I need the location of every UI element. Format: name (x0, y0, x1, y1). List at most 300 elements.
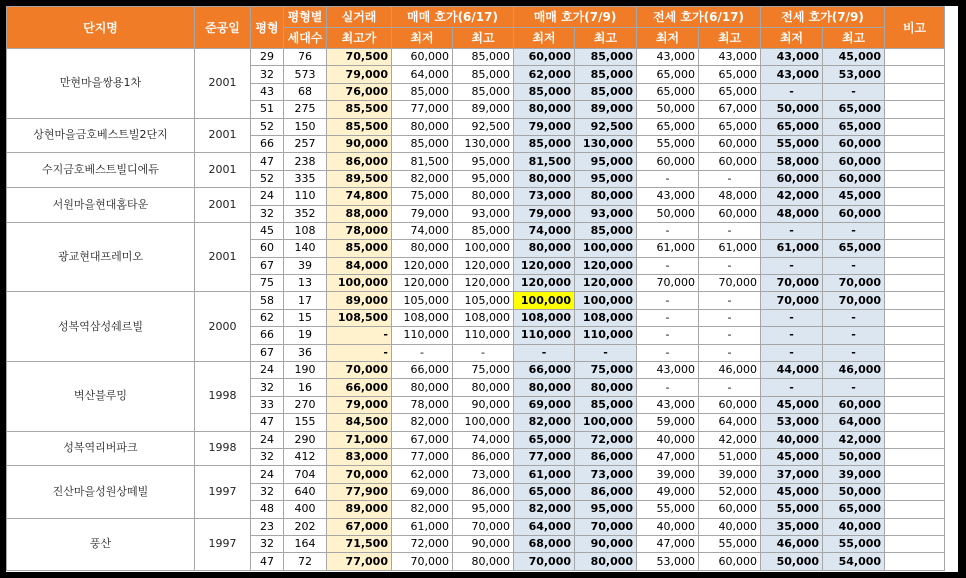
households-cell[interactable]: 190 (284, 362, 327, 379)
jeonse0617-min-cell[interactable]: 43,000 (637, 49, 699, 66)
note-cell[interactable] (885, 205, 945, 222)
complex-name-cell[interactable]: 수지금호베스트빌디에듀 (7, 153, 195, 188)
sale0709-max-cell[interactable]: 95,000 (575, 501, 637, 518)
pyeong-cell[interactable]: 29 (251, 49, 284, 66)
jeonse0617-min-cell[interactable]: 43,000 (637, 362, 699, 379)
sale0617-min-cell[interactable]: 82,000 (392, 414, 453, 431)
jeonse0709-max-cell[interactable]: - (823, 379, 885, 396)
real-max-cell[interactable]: 67,000 (327, 518, 392, 535)
pyeong-cell[interactable]: 24 (251, 188, 284, 205)
jeonse0617-max-cell[interactable]: - (699, 344, 761, 361)
jeonse0617-max-cell[interactable]: 52,000 (699, 483, 761, 500)
real-max-cell[interactable]: 108,500 (327, 309, 392, 326)
sale0617-max-cell[interactable]: 93,000 (453, 205, 514, 222)
sale0617-min-cell[interactable]: 120,000 (392, 275, 453, 292)
jeonse0617-min-cell[interactable]: 60,000 (637, 153, 699, 170)
sale0709-min-cell[interactable]: 108,000 (514, 309, 575, 326)
households-cell[interactable]: 76 (284, 49, 327, 66)
jeonse0709-min-cell[interactable]: 43,000 (761, 66, 823, 83)
note-cell[interactable] (885, 101, 945, 118)
jeonse0617-min-cell[interactable]: 70,000 (637, 275, 699, 292)
jeonse0617-min-cell[interactable]: - (637, 309, 699, 326)
real-max-cell[interactable]: 100,000 (327, 275, 392, 292)
sale0709-min-cell[interactable]: 70,000 (514, 553, 575, 570)
sale0709-max-cell[interactable]: 93,000 (575, 205, 637, 222)
sale0709-max-cell[interactable]: 95,000 (575, 170, 637, 187)
households-cell[interactable]: 68 (284, 83, 327, 100)
households-cell[interactable]: 16 (284, 379, 327, 396)
sale0617-max-cell[interactable]: 90,000 (453, 535, 514, 552)
sale0617-max-cell[interactable]: 86,000 (453, 448, 514, 465)
households-cell[interactable]: 15 (284, 309, 327, 326)
households-cell[interactable]: 140 (284, 240, 327, 257)
sale0617-max-cell[interactable]: 92,500 (453, 118, 514, 135)
jeonse0617-max-cell[interactable]: 60,000 (699, 205, 761, 222)
jeonse0709-max-cell[interactable]: 40,000 (823, 518, 885, 535)
jeonse0617-max-cell[interactable]: 67,000 (699, 101, 761, 118)
jeonse0617-min-cell[interactable]: 49,000 (637, 483, 699, 500)
complex-name-cell[interactable]: 만현마을쌍용1차 (7, 49, 195, 119)
sale0617-max-cell[interactable]: - (453, 344, 514, 361)
jeonse0709-max-cell[interactable]: 65,000 (823, 101, 885, 118)
pyeong-cell[interactable]: 32 (251, 379, 284, 396)
complex-name-cell[interactable]: 성복역리버파크 (7, 431, 195, 466)
completion-year-cell[interactable]: 1998 (195, 362, 251, 432)
jeonse0709-min-cell[interactable]: 45,000 (761, 448, 823, 465)
pyeong-cell[interactable]: 47 (251, 153, 284, 170)
jeonse0709-min-cell[interactable]: 48,000 (761, 205, 823, 222)
pyeong-cell[interactable]: 32 (251, 66, 284, 83)
jeonse0617-max-cell[interactable]: 60,000 (699, 396, 761, 413)
jeonse0617-min-cell[interactable]: 59,000 (637, 414, 699, 431)
note-cell[interactable] (885, 83, 945, 100)
pyeong-cell[interactable]: 52 (251, 170, 284, 187)
pyeong-cell[interactable]: 52 (251, 118, 284, 135)
sale0709-max-cell[interactable]: 92,500 (575, 118, 637, 135)
pyeong-cell[interactable]: 58 (251, 292, 284, 309)
sale0709-min-cell[interactable]: 79,000 (514, 118, 575, 135)
note-cell[interactable] (885, 344, 945, 361)
jeonse0617-max-cell[interactable]: 64,000 (699, 414, 761, 431)
sale0617-min-cell[interactable]: 85,000 (392, 83, 453, 100)
real-max-cell[interactable]: 90,000 (327, 135, 392, 152)
jeonse0709-max-cell[interactable]: 65,000 (823, 118, 885, 135)
jeonse0617-max-cell[interactable]: 65,000 (699, 118, 761, 135)
sale0709-min-cell[interactable]: 65,000 (514, 483, 575, 500)
real-max-cell[interactable]: 66,000 (327, 379, 392, 396)
pyeong-cell[interactable]: 45 (251, 222, 284, 239)
households-cell[interactable]: 36 (284, 344, 327, 361)
sale0617-max-cell[interactable]: 70,000 (453, 518, 514, 535)
households-cell[interactable]: 238 (284, 153, 327, 170)
sale0709-max-cell[interactable]: 100,000 (575, 240, 637, 257)
sale0617-min-cell[interactable]: 80,000 (392, 240, 453, 257)
jeonse0617-max-cell[interactable]: 43,000 (699, 49, 761, 66)
note-cell[interactable] (885, 49, 945, 66)
note-cell[interactable] (885, 275, 945, 292)
jeonse0617-max-cell[interactable]: 60,000 (699, 153, 761, 170)
sale0617-max-cell[interactable]: 80,000 (453, 379, 514, 396)
complex-name-cell[interactable]: 광교현대프레미오 (7, 222, 195, 292)
pyeong-cell[interactable]: 66 (251, 135, 284, 152)
sale0709-max-cell[interactable]: 75,000 (575, 362, 637, 379)
households-cell[interactable]: 290 (284, 431, 327, 448)
households-cell[interactable]: 270 (284, 396, 327, 413)
completion-year-cell[interactable]: 2001 (195, 222, 251, 292)
jeonse0617-max-cell[interactable]: - (699, 379, 761, 396)
sale0709-max-cell[interactable]: 95,000 (575, 153, 637, 170)
sale0617-min-cell[interactable]: 110,000 (392, 327, 453, 344)
sale0617-min-cell[interactable]: 61,000 (392, 518, 453, 535)
sale0709-max-cell[interactable]: 100,000 (575, 414, 637, 431)
real-max-cell[interactable]: 89,000 (327, 292, 392, 309)
jeonse0709-min-cell[interactable]: - (761, 344, 823, 361)
sale0709-max-cell[interactable]: 86,000 (575, 448, 637, 465)
jeonse0709-min-cell[interactable]: 50,000 (761, 553, 823, 570)
jeonse0617-min-cell[interactable]: - (637, 344, 699, 361)
sale0709-min-cell[interactable]: 100,000 (514, 292, 575, 309)
sale0709-min-cell[interactable]: 65,000 (514, 431, 575, 448)
pyeong-cell[interactable]: 51 (251, 101, 284, 118)
completion-year-cell[interactable]: 2001 (195, 188, 251, 223)
jeonse0709-max-cell[interactable]: - (823, 344, 885, 361)
sale0709-max-cell[interactable]: 89,000 (575, 101, 637, 118)
sale0617-min-cell[interactable]: 81,500 (392, 153, 453, 170)
sale0617-max-cell[interactable]: 120,000 (453, 275, 514, 292)
pyeong-cell[interactable]: 48 (251, 501, 284, 518)
sale0709-min-cell[interactable]: 61,000 (514, 466, 575, 483)
jeonse0709-max-cell[interactable]: 55,000 (823, 535, 885, 552)
sale0709-min-cell[interactable]: 64,000 (514, 518, 575, 535)
jeonse0709-max-cell[interactable]: - (823, 83, 885, 100)
sale0709-max-cell[interactable]: 86,000 (575, 483, 637, 500)
households-cell[interactable]: 704 (284, 466, 327, 483)
households-cell[interactable]: 110 (284, 188, 327, 205)
sale0709-max-cell[interactable]: 80,000 (575, 553, 637, 570)
real-max-cell[interactable]: 85,500 (327, 101, 392, 118)
jeonse0709-min-cell[interactable]: 45,000 (761, 483, 823, 500)
pyeong-cell[interactable]: 67 (251, 344, 284, 361)
sale0709-max-cell[interactable]: 120,000 (575, 257, 637, 274)
jeonse0709-max-cell[interactable]: 64,000 (823, 414, 885, 431)
jeonse0709-max-cell[interactable]: 60,000 (823, 153, 885, 170)
jeonse0709-min-cell[interactable]: - (761, 379, 823, 396)
jeonse0617-min-cell[interactable]: 40,000 (637, 431, 699, 448)
jeonse0617-min-cell[interactable]: 53,000 (637, 553, 699, 570)
jeonse0617-max-cell[interactable]: 70,000 (699, 275, 761, 292)
jeonse0617-min-cell[interactable]: 65,000 (637, 83, 699, 100)
sale0709-min-cell[interactable]: 120,000 (514, 275, 575, 292)
sale0709-min-cell[interactable]: 85,000 (514, 83, 575, 100)
jeonse0617-max-cell[interactable]: 60,000 (699, 501, 761, 518)
sale0617-min-cell[interactable]: 82,000 (392, 170, 453, 187)
households-cell[interactable]: 412 (284, 448, 327, 465)
sale0617-max-cell[interactable]: 73,000 (453, 466, 514, 483)
jeonse0617-min-cell[interactable]: - (637, 327, 699, 344)
sale0617-max-cell[interactable]: 100,000 (453, 414, 514, 431)
jeonse0709-max-cell[interactable]: 60,000 (823, 205, 885, 222)
note-cell[interactable] (885, 501, 945, 518)
households-cell[interactable]: 352 (284, 205, 327, 222)
note-cell[interactable] (885, 553, 945, 570)
jeonse0617-min-cell[interactable]: 55,000 (637, 135, 699, 152)
sale0617-max-cell[interactable]: 90,000 (453, 396, 514, 413)
jeonse0617-min-cell[interactable]: 47,000 (637, 535, 699, 552)
sale0617-min-cell[interactable]: 72,000 (392, 535, 453, 552)
note-cell[interactable] (885, 118, 945, 135)
jeonse0617-max-cell[interactable]: - (699, 327, 761, 344)
jeonse0617-min-cell[interactable]: 55,000 (637, 501, 699, 518)
note-cell[interactable] (885, 362, 945, 379)
sale0709-max-cell[interactable]: 108,000 (575, 309, 637, 326)
sale0709-max-cell[interactable]: 80,000 (575, 379, 637, 396)
jeonse0709-min-cell[interactable]: - (761, 309, 823, 326)
real-max-cell[interactable]: 84,000 (327, 257, 392, 274)
sale0709-min-cell[interactable]: 82,000 (514, 501, 575, 518)
sale0617-min-cell[interactable]: 70,000 (392, 553, 453, 570)
sale0709-min-cell[interactable]: 80,000 (514, 101, 575, 118)
sale0617-min-cell[interactable]: 108,000 (392, 309, 453, 326)
sale0709-min-cell[interactable]: 81,500 (514, 153, 575, 170)
jeonse0617-min-cell[interactable]: 47,000 (637, 448, 699, 465)
sale0709-max-cell[interactable]: 70,000 (575, 518, 637, 535)
sale0617-max-cell[interactable]: 85,000 (453, 66, 514, 83)
jeonse0617-max-cell[interactable]: 65,000 (699, 66, 761, 83)
real-max-cell[interactable]: 86,000 (327, 153, 392, 170)
sale0709-max-cell[interactable]: 85,000 (575, 396, 637, 413)
real-max-cell[interactable]: 83,000 (327, 448, 392, 465)
pyeong-cell[interactable]: 24 (251, 362, 284, 379)
sale0617-max-cell[interactable]: 95,000 (453, 170, 514, 187)
real-max-cell[interactable]: 79,000 (327, 396, 392, 413)
completion-year-cell[interactable]: 2001 (195, 49, 251, 119)
sale0709-min-cell[interactable]: 120,000 (514, 257, 575, 274)
jeonse0709-min-cell[interactable]: 70,000 (761, 275, 823, 292)
households-cell[interactable]: 257 (284, 135, 327, 152)
jeonse0617-min-cell[interactable]: 65,000 (637, 66, 699, 83)
sale0709-max-cell[interactable]: 130,000 (575, 135, 637, 152)
note-cell[interactable] (885, 466, 945, 483)
sale0709-min-cell[interactable]: 73,000 (514, 188, 575, 205)
sale0709-max-cell[interactable]: 85,000 (575, 49, 637, 66)
jeonse0617-max-cell[interactable]: 39,000 (699, 466, 761, 483)
sale0617-max-cell[interactable]: 108,000 (453, 309, 514, 326)
real-max-cell[interactable]: 70,000 (327, 362, 392, 379)
real-max-cell[interactable]: 84,500 (327, 414, 392, 431)
sale0709-min-cell[interactable]: 79,000 (514, 205, 575, 222)
jeonse0709-min-cell[interactable]: 43,000 (761, 49, 823, 66)
real-max-cell[interactable]: 77,000 (327, 553, 392, 570)
jeonse0709-min-cell[interactable]: 55,000 (761, 501, 823, 518)
sale0617-min-cell[interactable]: 67,000 (392, 431, 453, 448)
sale0617-max-cell[interactable]: 86,000 (453, 483, 514, 500)
jeonse0709-max-cell[interactable]: 45,000 (823, 49, 885, 66)
sale0617-max-cell[interactable]: 105,000 (453, 292, 514, 309)
jeonse0617-min-cell[interactable]: - (637, 222, 699, 239)
households-cell[interactable]: 108 (284, 222, 327, 239)
pyeong-cell[interactable]: 33 (251, 396, 284, 413)
real-max-cell[interactable]: 79,000 (327, 66, 392, 83)
sale0709-min-cell[interactable]: 80,000 (514, 379, 575, 396)
jeonse0617-max-cell[interactable]: 60,000 (699, 553, 761, 570)
sale0709-max-cell[interactable]: 110,000 (575, 327, 637, 344)
sale0617-max-cell[interactable]: 85,000 (453, 83, 514, 100)
sale0617-min-cell[interactable]: - (392, 344, 453, 361)
sale0617-max-cell[interactable]: 75,000 (453, 362, 514, 379)
jeonse0709-min-cell[interactable]: 60,000 (761, 170, 823, 187)
jeonse0617-min-cell[interactable]: 50,000 (637, 101, 699, 118)
jeonse0617-min-cell[interactable]: - (637, 379, 699, 396)
jeonse0617-min-cell[interactable]: 61,000 (637, 240, 699, 257)
sale0709-min-cell[interactable]: 80,000 (514, 170, 575, 187)
jeonse0617-max-cell[interactable]: 42,000 (699, 431, 761, 448)
sale0709-min-cell[interactable]: 82,000 (514, 414, 575, 431)
jeonse0709-max-cell[interactable]: - (823, 309, 885, 326)
pyeong-cell[interactable]: 32 (251, 448, 284, 465)
jeonse0709-max-cell[interactable]: 60,000 (823, 170, 885, 187)
real-max-cell[interactable]: - (327, 344, 392, 361)
households-cell[interactable]: 72 (284, 553, 327, 570)
sale0617-max-cell[interactable]: 95,000 (453, 501, 514, 518)
sale0709-max-cell[interactable]: 72,000 (575, 431, 637, 448)
jeonse0709-max-cell[interactable]: - (823, 222, 885, 239)
sale0617-min-cell[interactable]: 60,000 (392, 49, 453, 66)
real-max-cell[interactable]: 70,000 (327, 466, 392, 483)
pyeong-cell[interactable]: 67 (251, 257, 284, 274)
pyeong-cell[interactable]: 62 (251, 309, 284, 326)
jeonse0709-min-cell[interactable]: 45,000 (761, 396, 823, 413)
complex-name-cell[interactable]: 풍산 (7, 518, 195, 570)
note-cell[interactable] (885, 66, 945, 83)
sale0617-min-cell[interactable]: 85,000 (392, 135, 453, 152)
jeonse0709-max-cell[interactable]: 42,000 (823, 431, 885, 448)
pyeong-cell[interactable]: 32 (251, 483, 284, 500)
jeonse0709-min-cell[interactable]: 50,000 (761, 101, 823, 118)
sale0617-max-cell[interactable]: 100,000 (453, 240, 514, 257)
jeonse0617-max-cell[interactable]: 61,000 (699, 240, 761, 257)
note-cell[interactable] (885, 170, 945, 187)
note-cell[interactable] (885, 135, 945, 152)
households-cell[interactable]: 275 (284, 101, 327, 118)
jeonse0709-min-cell[interactable]: 58,000 (761, 153, 823, 170)
sale0617-max-cell[interactable]: 80,000 (453, 188, 514, 205)
pyeong-cell[interactable]: 60 (251, 240, 284, 257)
jeonse0709-max-cell[interactable]: 54,000 (823, 553, 885, 570)
sale0709-min-cell[interactable]: 110,000 (514, 327, 575, 344)
jeonse0709-max-cell[interactable]: 60,000 (823, 135, 885, 152)
complex-name-cell[interactable]: 서원마을현대홈타운 (7, 188, 195, 223)
sale0617-min-cell[interactable]: 79,000 (392, 205, 453, 222)
pyeong-cell[interactable]: 32 (251, 535, 284, 552)
pyeong-cell[interactable]: 47 (251, 553, 284, 570)
note-cell[interactable] (885, 222, 945, 239)
note-cell[interactable] (885, 309, 945, 326)
sale0617-min-cell[interactable]: 66,000 (392, 362, 453, 379)
jeonse0709-min-cell[interactable]: 53,000 (761, 414, 823, 431)
jeonse0617-min-cell[interactable]: 40,000 (637, 518, 699, 535)
jeonse0709-min-cell[interactable]: 46,000 (761, 535, 823, 552)
jeonse0617-min-cell[interactable]: 39,000 (637, 466, 699, 483)
real-max-cell[interactable]: 85,000 (327, 240, 392, 257)
jeonse0709-max-cell[interactable]: 45,000 (823, 188, 885, 205)
sale0617-min-cell[interactable]: 80,000 (392, 118, 453, 135)
sale0617-min-cell[interactable]: 105,000 (392, 292, 453, 309)
note-cell[interactable] (885, 188, 945, 205)
sale0709-max-cell[interactable]: 100,000 (575, 292, 637, 309)
jeonse0709-min-cell[interactable]: 40,000 (761, 431, 823, 448)
sale0709-min-cell[interactable]: 85,000 (514, 135, 575, 152)
households-cell[interactable]: 335 (284, 170, 327, 187)
jeonse0709-min-cell[interactable]: 65,000 (761, 118, 823, 135)
jeonse0709-max-cell[interactable]: 53,000 (823, 66, 885, 83)
jeonse0617-max-cell[interactable]: - (699, 222, 761, 239)
jeonse0617-max-cell[interactable]: - (699, 257, 761, 274)
jeonse0709-max-cell[interactable]: 60,000 (823, 396, 885, 413)
sale0617-max-cell[interactable]: 130,000 (453, 135, 514, 152)
sale0709-max-cell[interactable]: 120,000 (575, 275, 637, 292)
real-max-cell[interactable]: 85,500 (327, 118, 392, 135)
households-cell[interactable]: 640 (284, 483, 327, 500)
sale0617-min-cell[interactable]: 78,000 (392, 396, 453, 413)
jeonse0617-max-cell[interactable]: 65,000 (699, 83, 761, 100)
jeonse0709-min-cell[interactable]: - (761, 83, 823, 100)
households-cell[interactable]: 150 (284, 118, 327, 135)
note-cell[interactable] (885, 257, 945, 274)
sale0617-max-cell[interactable]: 95,000 (453, 153, 514, 170)
completion-year-cell[interactable]: 2000 (195, 292, 251, 362)
real-max-cell[interactable]: 77,900 (327, 483, 392, 500)
sale0709-min-cell[interactable]: 80,000 (514, 240, 575, 257)
sale0617-min-cell[interactable]: 62,000 (392, 466, 453, 483)
pyeong-cell[interactable]: 24 (251, 466, 284, 483)
jeonse0617-min-cell[interactable]: - (637, 257, 699, 274)
jeonse0709-max-cell[interactable]: 70,000 (823, 292, 885, 309)
households-cell[interactable]: 202 (284, 518, 327, 535)
sale0617-max-cell[interactable]: 80,000 (453, 553, 514, 570)
jeonse0709-min-cell[interactable]: - (761, 222, 823, 239)
sale0709-max-cell[interactable]: 85,000 (575, 222, 637, 239)
jeonse0709-min-cell[interactable]: 37,000 (761, 466, 823, 483)
households-cell[interactable]: 573 (284, 66, 327, 83)
jeonse0709-min-cell[interactable]: - (761, 257, 823, 274)
note-cell[interactable] (885, 483, 945, 500)
jeonse0709-max-cell[interactable]: - (823, 327, 885, 344)
jeonse0709-max-cell[interactable]: 65,000 (823, 501, 885, 518)
jeonse0709-max-cell[interactable]: - (823, 257, 885, 274)
households-cell[interactable]: 164 (284, 535, 327, 552)
sale0617-max-cell[interactable]: 120,000 (453, 257, 514, 274)
note-cell[interactable] (885, 518, 945, 535)
sale0709-min-cell[interactable]: - (514, 344, 575, 361)
sale0709-max-cell[interactable]: 73,000 (575, 466, 637, 483)
pyeong-cell[interactable]: 66 (251, 327, 284, 344)
complex-name-cell[interactable]: 진산마을성원상떼빌 (7, 466, 195, 518)
real-max-cell[interactable]: 89,500 (327, 170, 392, 187)
jeonse0617-max-cell[interactable]: - (699, 170, 761, 187)
real-max-cell[interactable]: 71,500 (327, 535, 392, 552)
jeonse0617-max-cell[interactable]: - (699, 292, 761, 309)
real-max-cell[interactable]: 74,800 (327, 188, 392, 205)
jeonse0617-max-cell[interactable]: 55,000 (699, 535, 761, 552)
households-cell[interactable]: 19 (284, 327, 327, 344)
note-cell[interactable] (885, 414, 945, 431)
jeonse0617-max-cell[interactable]: 46,000 (699, 362, 761, 379)
jeonse0617-min-cell[interactable]: 43,000 (637, 396, 699, 413)
complex-name-cell[interactable]: 성복역삼성쉐르빌 (7, 292, 195, 362)
note-cell[interactable] (885, 448, 945, 465)
sale0709-min-cell[interactable]: 62,000 (514, 66, 575, 83)
note-cell[interactable] (885, 292, 945, 309)
